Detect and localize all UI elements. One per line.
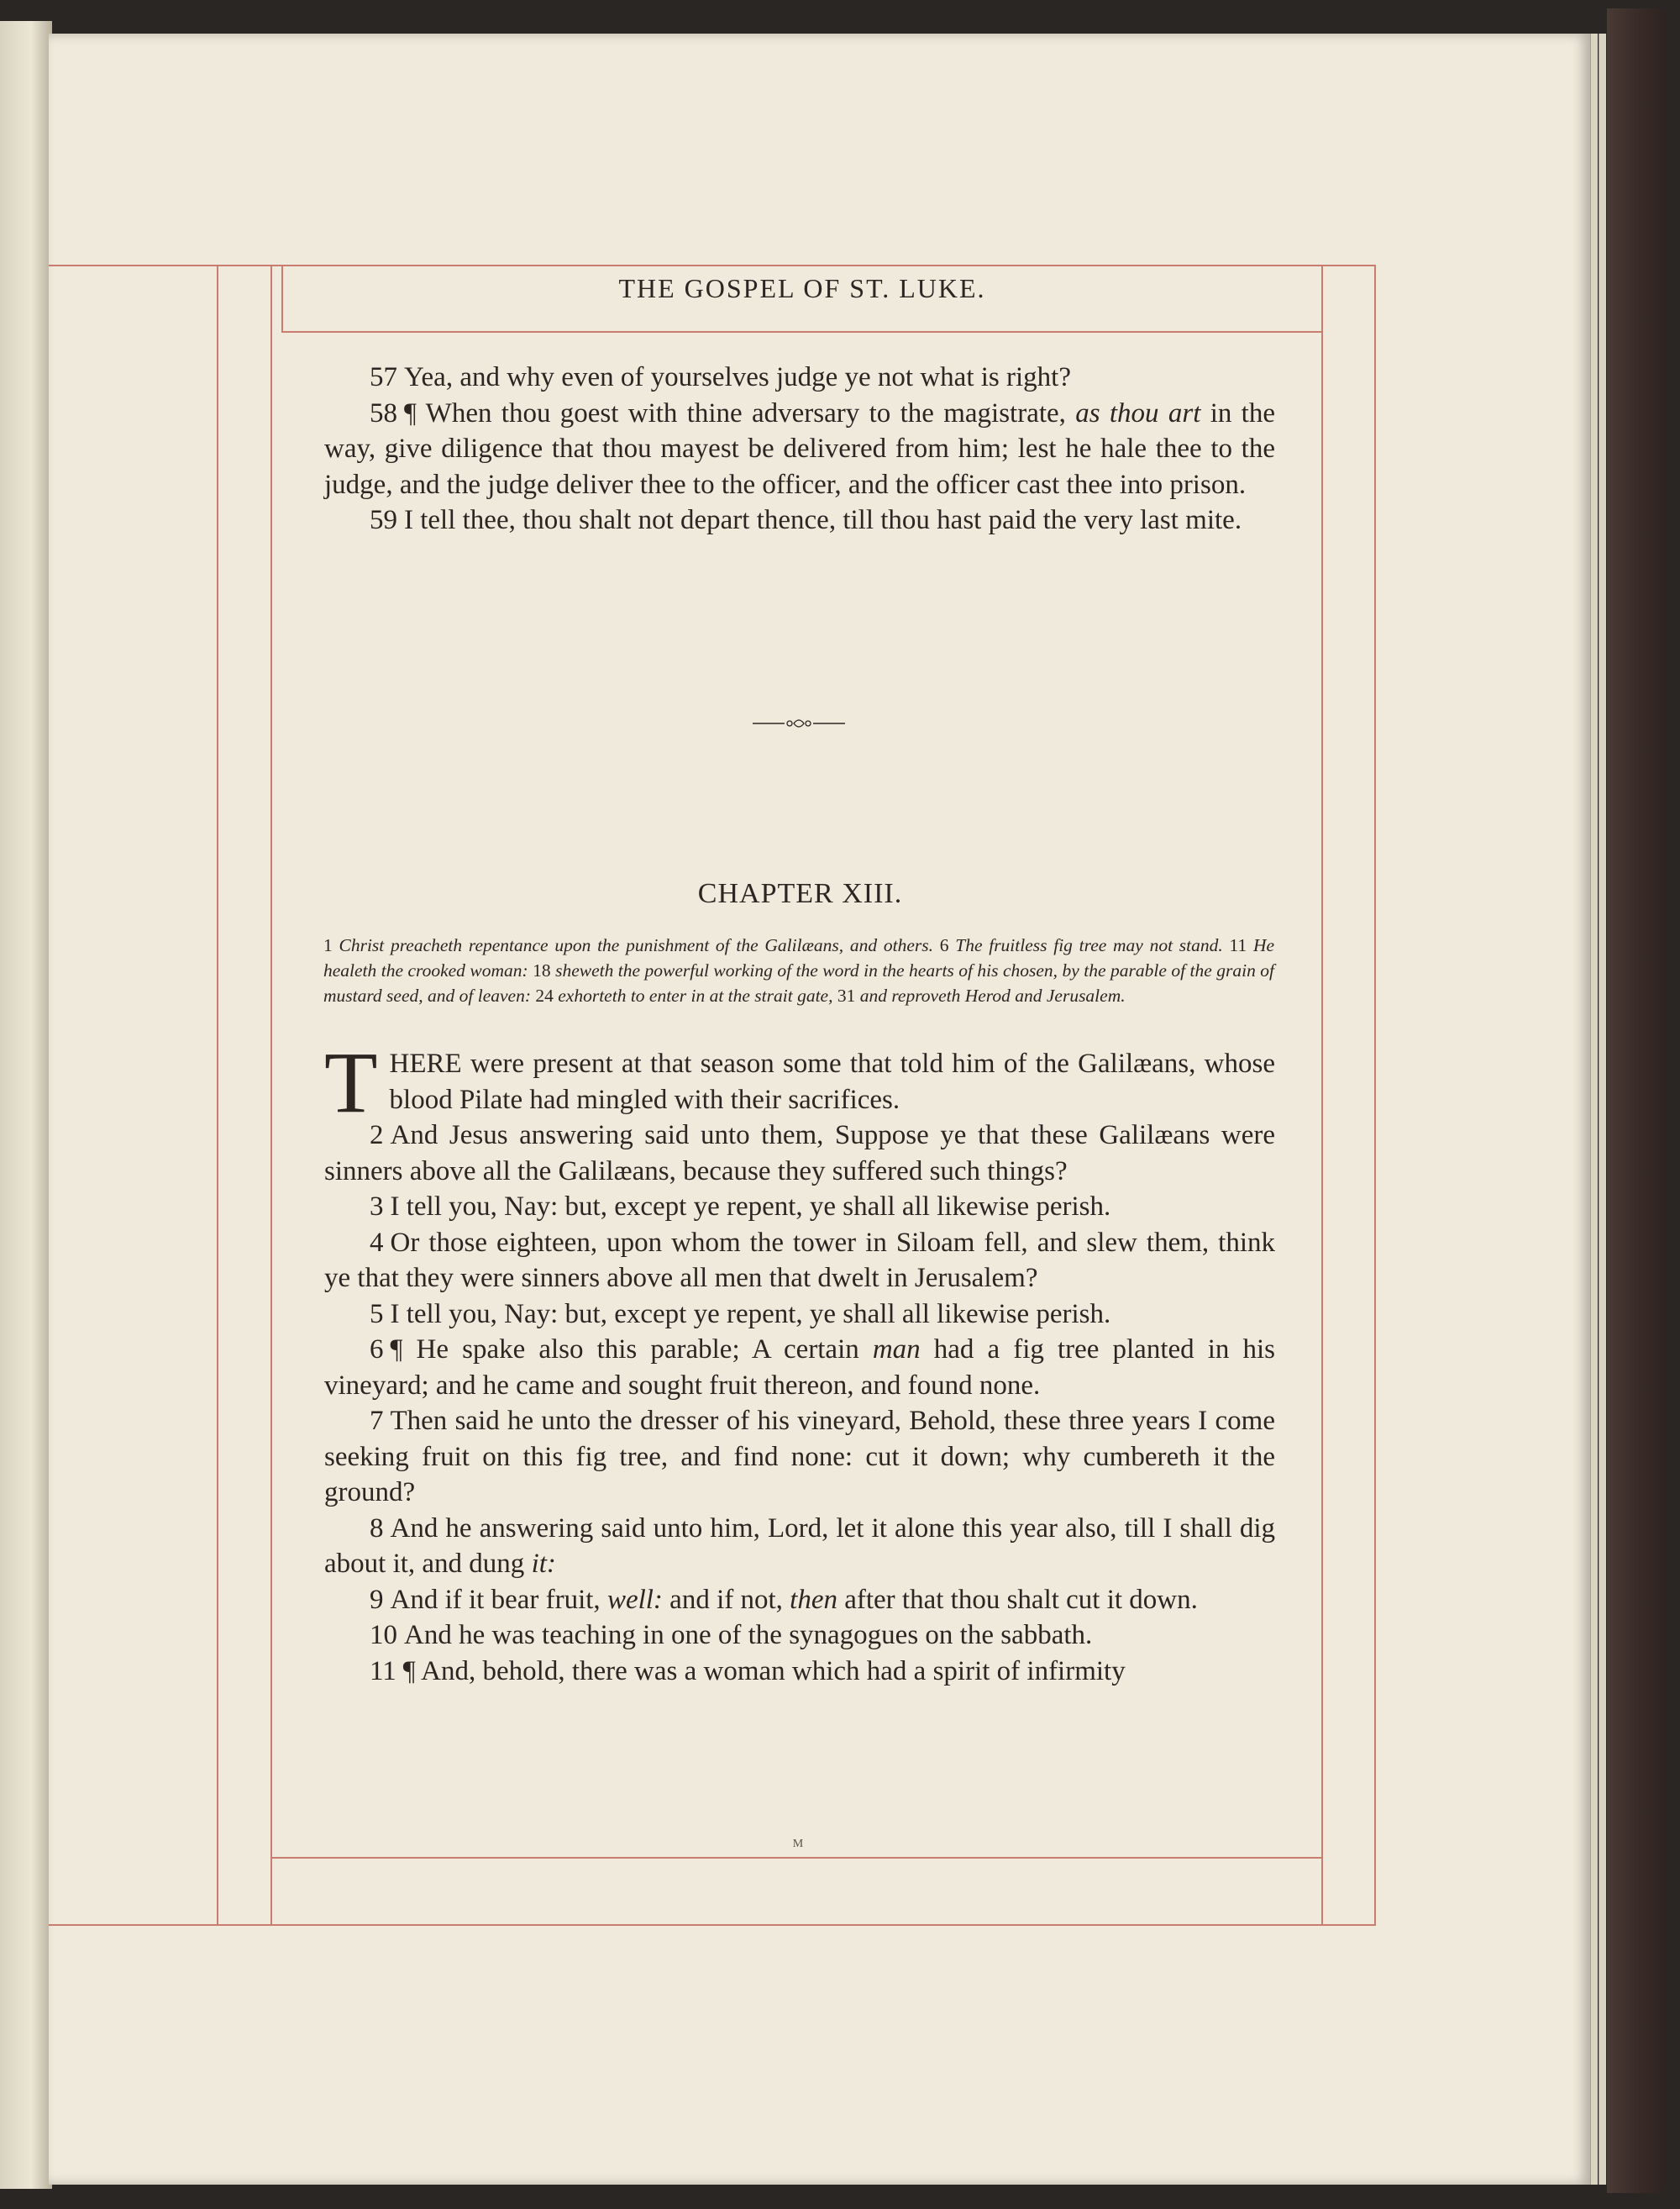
verse <box>324 1225 1275 1296</box>
verse-number: 57 <box>370 362 397 392</box>
verse-text: and if not, <box>662 1584 790 1615</box>
frame-rule-outer-right <box>1374 265 1376 1926</box>
verse <box>324 502 1275 539</box>
facing-page-edge <box>0 21 52 2189</box>
verse <box>324 1403 1275 1511</box>
verse-text: And if it bear fruit, <box>390 1584 607 1615</box>
frame-rule-bottom <box>49 1924 1376 1926</box>
frame-rule-top <box>49 265 1376 266</box>
synopsis-number: 6 <box>939 935 956 955</box>
section-ornament <box>753 713 845 734</box>
chapter-synopsis <box>323 933 1274 1008</box>
verse-text: And Jesus answering said unto them, Suppose ye that these Galilæans were sinners above all the Galilæans, because they suffered such things? <box>324 1120 1275 1186</box>
frame-rule-inner-right <box>1321 265 1323 1926</box>
frame-rule-outer-left <box>217 265 218 1926</box>
verse-number: 5 <box>370 1298 384 1329</box>
verse-text: I tell you, Nay: but, except ye repent, ye shall all likewise perish. <box>390 1298 1111 1329</box>
verse-text: He spake also this parable; A certain <box>416 1334 873 1365</box>
opening-verse <box>324 1034 1275 1131</box>
italic-text: then <box>790 1584 837 1615</box>
synopsis-number: 18 <box>533 960 556 981</box>
verse-text: after that thou shalt cut it down. <box>837 1584 1198 1615</box>
verse-number: 4 <box>370 1227 384 1258</box>
verse-number: 10 <box>370 1620 397 1650</box>
verse-number: 3 <box>370 1191 384 1222</box>
chapter-title: CHAPTER XIII. <box>697 878 903 909</box>
synopsis-text: sheweth the powerful working of the word in the hearts of his chosen, by the parable of the grain of mustard seed, and of leaven: <box>323 960 1275 1006</box>
verse-number: 2 <box>370 1120 384 1150</box>
verse-number: 9 <box>370 1584 384 1615</box>
verse-number: 6 <box>370 1334 384 1365</box>
synopsis-number: 24 <box>535 986 559 1006</box>
page-stack-edge <box>1590 34 1598 2185</box>
running-head: THE GOSPEL OF ST. LUKE. <box>618 273 986 303</box>
synopsis-text: He healeth the crooked woman: <box>323 935 1275 981</box>
synopsis-text: The fruitless fig tree may not stand. <box>955 935 1230 955</box>
verse-number: 59 <box>370 505 397 535</box>
synopsis-number: 1 <box>323 935 339 955</box>
pilcrow-mark: ¶ <box>404 397 426 429</box>
frame-rule-header-bottom <box>281 331 1323 333</box>
italic-text: it: <box>531 1549 556 1579</box>
synopsis-text: exhorteth to enter in at the strait gate, <box>558 986 837 1006</box>
previous-chapter-text <box>324 360 1275 539</box>
verse <box>324 1582 1275 1618</box>
opening-verse-text: HERE were present at that season some that told him of the Galilæans, whose blood Pilate had mingled with their sacrifices. <box>389 1049 1275 1115</box>
chapter-text <box>324 1034 1275 1689</box>
pilcrow-mark: ¶ <box>390 1334 417 1365</box>
italic-text: well: <box>606 1584 663 1615</box>
verse-text: Yea, and why even of yourselves judge ye not what is right? <box>404 362 1071 392</box>
synopsis-number: 11 <box>1229 935 1253 955</box>
pilcrow-mark: ¶ <box>402 1655 422 1686</box>
verse-text: And, behold, there was a woman which had a spirit of infirmity <box>421 1655 1126 1686</box>
verse <box>324 1654 1275 1690</box>
verse-number: 8 <box>370 1512 384 1544</box>
verse <box>324 1189 1275 1225</box>
verse-text: And he was teaching in one of the synagogues on the sabbath. <box>404 1620 1093 1650</box>
synopsis-text: and reproveth Herod and Jerusalem. <box>859 986 1126 1006</box>
frame-rule-text-bottom <box>270 1857 1323 1859</box>
italic-text: as thou art <box>1075 397 1201 429</box>
verse-text: I tell thee, thou shalt not depart thence, till thou hast paid the very last mite. <box>404 505 1242 535</box>
frame-rule-inner-left <box>270 265 272 1926</box>
italic-text: man <box>872 1334 921 1365</box>
verse <box>324 1332 1275 1403</box>
verse-text: When thou goest with thine adversary to the magistrate, <box>425 397 1076 429</box>
signature-mark: M <box>792 1838 804 1850</box>
synopsis-number: 31 <box>837 986 860 1006</box>
book-cover <box>1607 8 1666 2193</box>
verse-number: 58 <box>370 397 397 429</box>
verse-text: had a fig tree planted in his vineyard; and he came and sought fruit thereon, and found none. <box>324 1334 1275 1401</box>
verse <box>324 1617 1275 1654</box>
verse-number: 11 <box>370 1655 396 1686</box>
verse-text: Then said he unto the dresser of his vineyard, Behold, these three years I come seeking fruit on this fig tree, and find none: cut it down; why cumbereth it the ground? <box>324 1406 1275 1507</box>
verse <box>324 360 1275 396</box>
drop-cap: T <box>324 1034 378 1131</box>
verse <box>324 396 1275 503</box>
verse <box>324 1511 1275 1582</box>
verse-number: 7 <box>370 1406 384 1436</box>
page-stack-edge <box>1599 34 1606 2185</box>
verse-text: I tell you, Nay: but, except ye repent, ye shall all likewise perish. <box>390 1191 1111 1222</box>
verse <box>324 1296 1275 1333</box>
verse-text: Or those eighteen, upon whom the tower in Siloam fell, and slew them, think ye that they were sinners above all men that dwelt in Jerusalem? <box>324 1227 1275 1293</box>
verse-text: in the way, give diligence that thou mayest be delivered from him; lest he hale thee to the judge, and the judge deliver thee to the officer, and the officer cast thee into prison. <box>324 397 1275 500</box>
verse-list <box>324 1118 1275 1689</box>
verse-text: And he answering said unto him, Lord, let it alone this year also, till I shall dig about it, and dung <box>324 1512 1275 1579</box>
synopsis-text: Christ preacheth repentance upon the punishment of the Galilæans, and others. <box>339 935 940 955</box>
verse <box>324 1118 1275 1189</box>
